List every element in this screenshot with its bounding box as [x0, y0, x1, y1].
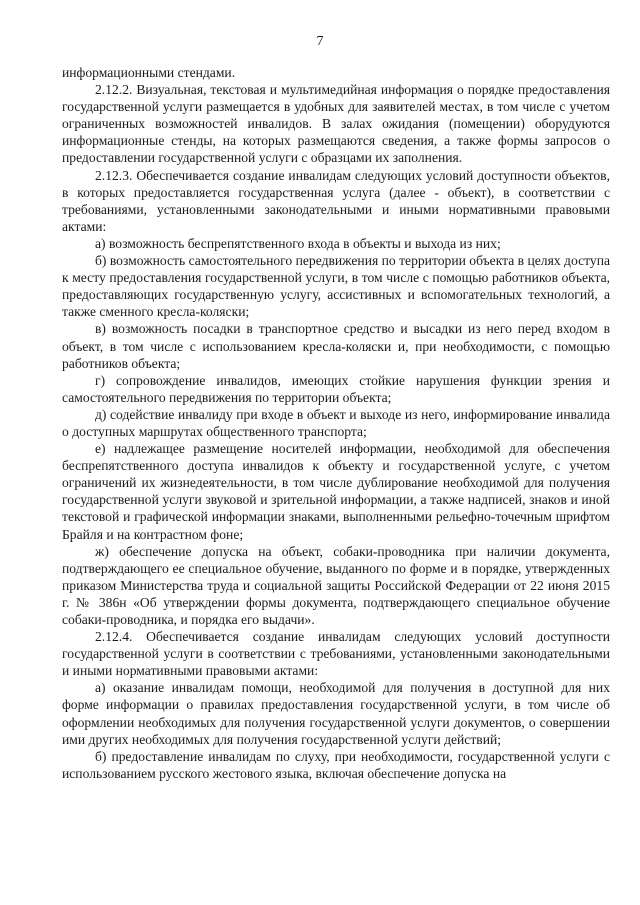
document-body — [62, 64, 610, 782]
list-item-g: г) сопровождение инвалидов, имеющих стойкие нарушения функции зрения и самостоятельного передвижения по территории объекта; — [62, 372, 610, 405]
list-item-zh: ж) обеспечение допуска на объект, собаки-проводника при наличии документа, подтверждающего ее специальное обучение, выданного по форме и в порядке, утвержденных приказом Министерства труда и социальной защиты Российской Федерации от 22 июня 2015 г. № 386н «Об утверждении формы документа, подтверждающего специальное обучение собаки-проводника, и порядка его выдачи». — [62, 543, 610, 627]
list-item-b-2: б) предоставление инвалидам по слуху, при необходимости, государственной услуги с использованием русского жестового языка, включая обеспечение допуска на — [62, 748, 610, 781]
paragraph-2-12-2: 2.12.2. Визуальная, текстовая и мультимедийная информация о порядке предоставления государственной услуги размещается в удобных для заявителей местах, в том числе с учетом ограниченных возможностей инвалидов. В залах ожидания (помещении) оборудуются информационные стенды, на которых размещаются сведения, а также формы запросов о предоставлении государственной услуги с образцами их заполнения. — [62, 82, 610, 166]
page-number: 7 — [316, 34, 324, 49]
list-item-a-2: а) оказание инвалидам помощи, необходимой для получения в доступной для них форме информации о правилах предоставления государственной услуги, в том числе об оформлении необходимых для получения государственной услуги документов, о совершении ими других необходимых для получения государственной услуги действий; — [62, 680, 610, 747]
paragraph-2-12-4: 2.12.4. Обеспечивается создание инвалидам следующих условий доступности государственной услуги в соответствии с требованиями, установленными законодательными и иными нормативными правовыми актами: — [62, 629, 610, 679]
list-item-d: д) содействие инвалиду при входе в объект и выходе из него, информирование инвалида о доступных маршрутах общественного транспорта; — [62, 406, 610, 439]
paragraph-2-12-3: 2.12.3. Обеспечивается создание инвалидам следующих условий доступности объектов, в которых предоставляется государственная услуга (далее - объект), в соответствии с требованиями, установленными законодательными и иными нормативными правовыми актами: — [62, 167, 610, 234]
paragraph-continuation: информационными стендами. — [62, 65, 236, 80]
list-item-b: б) возможность самостоятельного передвижения по территории объекта в целях доступа к месту предоставления государственной услуги, в том числе с помощью работников объекта, предоставляющих государственную услугу, ассистивных и вспомогательных технологий, а также сменного кресла-коляски; — [62, 253, 610, 320]
list-item-a: а) возможность беспрепятственного входа в объекты и выхода из них; — [95, 235, 501, 251]
list-item-e: е) надлежащее размещение носителей информации, необходимой для обеспечения беспрепятственного доступа инвалидов к объекту и государственной услуге, с учетом ограничений их жизнедеятельности, в том числе дублирование необходимой для получения государственной услуги звуковой и зрительной информации, а также надписей, знаков и иной текстовой и графической информации знаками, выполненными рельефно-точечным шрифтом Брайля и на контрастном фоне; — [62, 441, 610, 542]
list-item-v: в) возможность посадки в транспортное средство и высадки из него перед входом в объект, в том числе с использованием кресла-коляски и, при необходимости, с помощью работников объекта; — [62, 321, 610, 371]
